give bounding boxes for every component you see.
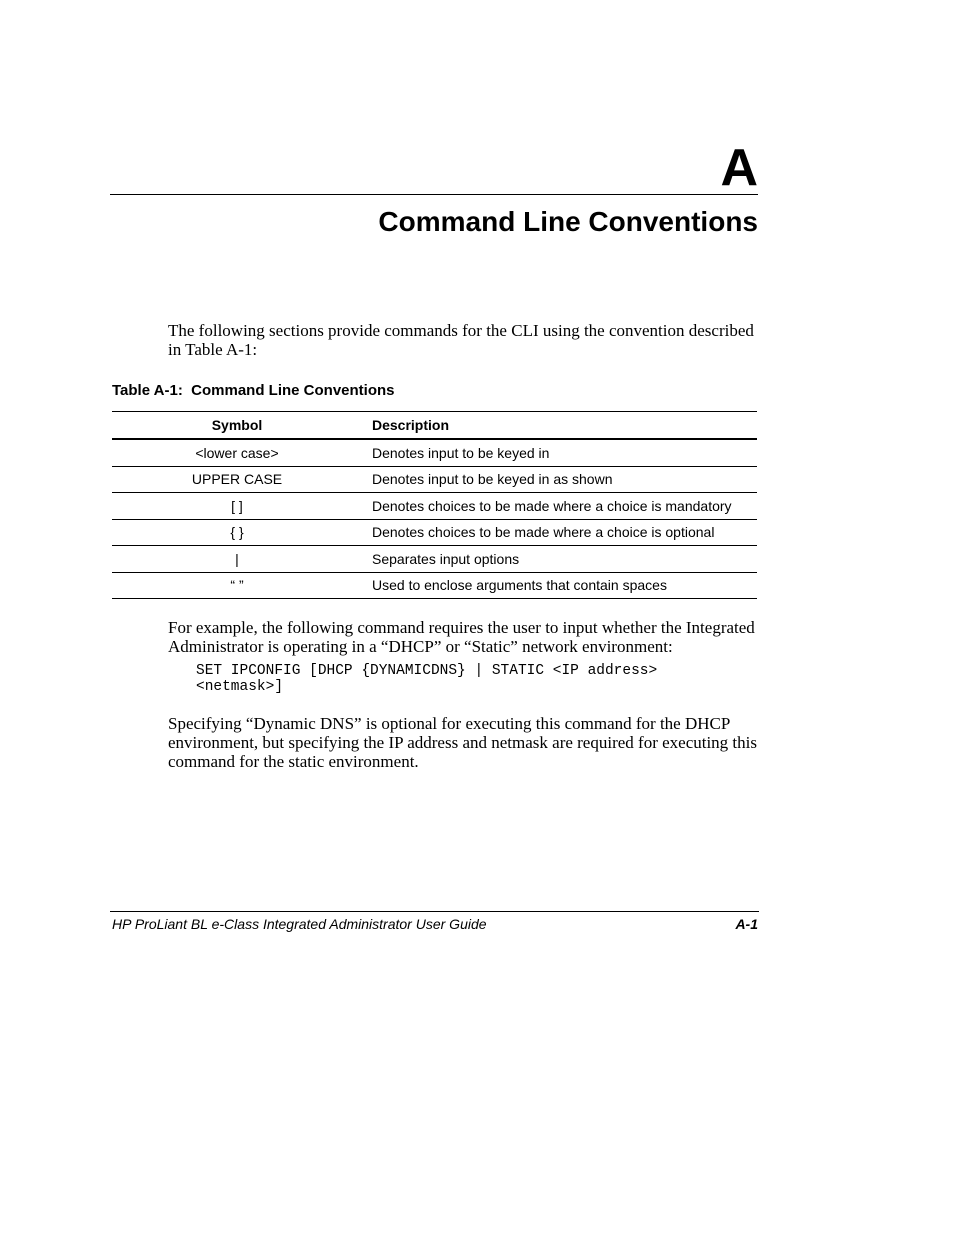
table-row [112, 493, 757, 520]
footer-page-number: A-1 [735, 916, 758, 932]
row-description: Denotes input to be keyed in [362, 439, 757, 466]
table-header-row [112, 412, 757, 440]
table-row [112, 546, 757, 573]
table-row [112, 519, 757, 546]
table-row [112, 572, 757, 599]
command-example [196, 663, 657, 695]
row-symbol: UPPER CASE [112, 466, 362, 493]
header-description: Description [362, 412, 757, 440]
table-row [112, 439, 757, 466]
row-description: Denotes input to be keyed in as shown [362, 466, 757, 493]
footer-guide-title: HP ProLiant BL e-Class Integrated Administrator User Guide [112, 916, 487, 932]
row-symbol: <lower case> [112, 439, 362, 466]
row-description: Used to enclose arguments that contain spaces [362, 572, 757, 599]
row-symbol: { } [112, 519, 362, 546]
example-paragraph: For example, the following command requires the user to input whether the Integrated Administrator is operating in a “DHCP” or “Static” network environment: [168, 618, 755, 656]
closing-paragraph: Specifying “Dynamic DNS” is optional for executing this command for the DHCP environment, but specifying the IP address and netmask are required for executing this command for the static environment. [168, 714, 757, 771]
footer-divider [110, 911, 759, 912]
header-symbol: Symbol [112, 412, 362, 440]
table-caption: Table A-1: Command Line Conventions [112, 382, 395, 399]
chapter-letter: A [720, 139, 758, 197]
table-row [112, 466, 757, 493]
row-symbol: [ ] [112, 493, 362, 520]
code-line: SET IPCONFIG [DHCP {DYNAMICDNS} | STATIC <IP address> [196, 663, 658, 679]
row-symbol: | [112, 546, 362, 573]
row-symbol: “ ” [112, 572, 362, 599]
code-line: <netmask>] [196, 679, 284, 695]
row-description: Separates input options [362, 546, 757, 573]
chapter-divider [110, 194, 758, 195]
intro-paragraph: The following sections provide commands for the CLI using the convention described in Table A-1: [168, 321, 754, 359]
conventions-table [112, 411, 757, 599]
row-description: Denotes choices to be made where a choice is optional [362, 519, 757, 546]
row-description: Denotes choices to be made where a choice is mandatory [362, 493, 757, 520]
chapter-title: Command Line Conventions [378, 206, 758, 237]
